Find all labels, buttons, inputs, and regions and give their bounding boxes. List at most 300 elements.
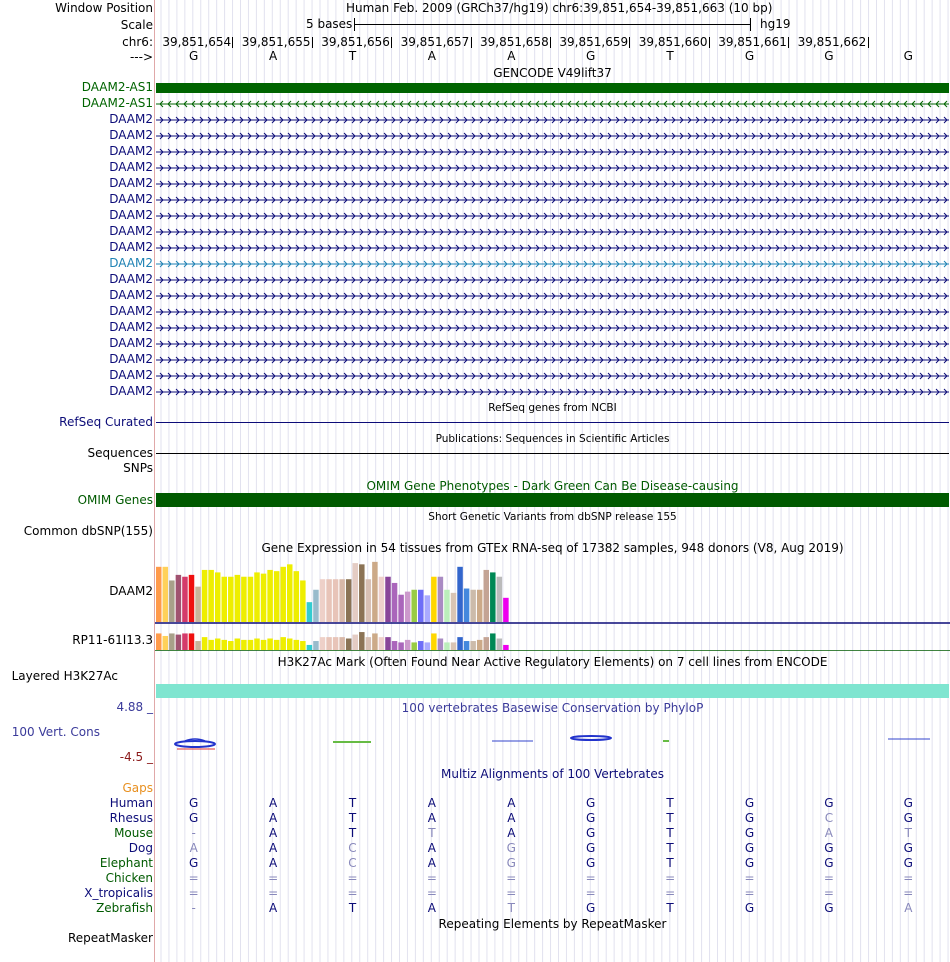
reference-base: G: [824, 49, 834, 63]
gencode-transcript-label[interactable]: DAAM2: [109, 240, 153, 254]
gtex-tissue-bar[interactable]: [313, 590, 319, 622]
gtex-tissue-bar[interactable]: [208, 570, 214, 622]
coordinate-tick: [788, 37, 789, 48]
multiz-aligned-base: A: [507, 811, 516, 825]
scale-bar-right-tick: [750, 18, 751, 31]
gtex-tissue-bar[interactable]: [405, 592, 411, 622]
coordinate-tick: [312, 37, 313, 48]
multiz-aligned-base: =: [188, 871, 199, 885]
multiz-aligned-base: G: [744, 796, 755, 810]
strand-label: --->: [129, 50, 153, 64]
gencode-transcript-feature[interactable]: [156, 321, 949, 335]
gencode-transcript-feature[interactable]: [156, 337, 949, 351]
gtex-tissue-bar[interactable]: [235, 575, 241, 622]
gencode-transcript-label[interactable]: DAAM2: [109, 256, 153, 270]
coordinate-tick-label: 39,851,661: [718, 35, 787, 49]
phylop-min: -4.5 _: [119, 750, 153, 764]
scale-label: Scale: [120, 18, 153, 32]
gencode-transcript-label[interactable]: DAAM2: [109, 192, 153, 206]
gtex-tissue-bar[interactable]: [379, 637, 385, 650]
gtex-tissue-bar[interactable]: [254, 639, 260, 651]
multiz-aligned-base: =: [903, 871, 914, 885]
phylop-signal[interactable]: [155, 730, 950, 754]
coordinate-tick-label: 39,851,656: [321, 35, 390, 49]
multiz-aligned-base: G: [744, 856, 755, 870]
gtex-tissue-bar[interactable]: [431, 577, 437, 622]
multiz-aligned-base: A: [268, 841, 278, 855]
gtex-tissue-bar[interactable]: [228, 641, 234, 650]
gencode-transcript-label[interactable]: DAAM2-AS1: [81, 80, 153, 94]
gtex-tissue-bar[interactable]: [182, 577, 188, 622]
gtex-tissue-bar[interactable]: [497, 577, 503, 622]
gtex-tissue-bar[interactable]: [497, 639, 503, 651]
gencode-transcript-feature[interactable]: [156, 257, 949, 271]
multiz-aligned-base: T: [666, 811, 674, 825]
coordinate-tick: [391, 37, 392, 48]
gtex-tissue-bar[interactable]: [464, 589, 470, 622]
multiz-aligned-base: A: [268, 901, 278, 915]
gencode-transcript-feature[interactable]: [156, 129, 949, 143]
gtex-tissue-bar[interactable]: [392, 583, 398, 622]
multiz-aligned-base: T: [348, 826, 357, 840]
gtex-tissue-bar[interactable]: [490, 572, 496, 622]
gtex-tissue-bar[interactable]: [202, 637, 208, 650]
gtex-tissue-bar[interactable]: [169, 633, 175, 650]
multiz-aligned-base: G: [824, 856, 834, 870]
reference-base: G: [903, 49, 913, 63]
omim-gene-block[interactable]: [156, 493, 949, 507]
gtex-tissue-bar[interactable]: [280, 567, 286, 622]
gtex-tissue-bar[interactable]: [346, 639, 352, 651]
gtex-tissue-bar[interactable]: [398, 595, 404, 622]
multiz-aligned-base: -: [191, 901, 196, 915]
gtex-tissue-bar[interactable]: [444, 590, 450, 622]
gtex-tissue-bar[interactable]: [280, 637, 286, 650]
gtex-tissue-bar[interactable]: [438, 639, 444, 651]
gtex-tissue-bar[interactable]: [169, 580, 175, 622]
multiz-aligned-base: =: [744, 871, 755, 885]
gtex-tissue-bar[interactable]: [333, 579, 339, 622]
window-position-value: Human Feb. 2009 (GRCh37/hg19) chr6:39,851,654-39,851,663 (10 bp): [346, 1, 773, 15]
gtex-tissue-bar[interactable]: [294, 640, 300, 650]
gencode-transcript-label[interactable]: DAAM2: [109, 144, 153, 158]
gencode-track-title: GENCODE V49lift37: [493, 66, 612, 80]
gencode-transcript-feature[interactable]: [156, 177, 949, 191]
gtex-tissue-bar[interactable]: [503, 645, 509, 650]
gtex-tissue-bar[interactable]: [215, 639, 221, 651]
coordinate-tick-label: 39,851,657: [400, 35, 470, 49]
multiz-aligned-base: C: [348, 841, 357, 855]
gtex-tissue-bar[interactable]: [287, 564, 293, 622]
gtex-tissue-bar[interactable]: [438, 577, 444, 622]
multiz-aligned-base: =: [744, 886, 755, 900]
gencode-transcript-feature[interactable]: [156, 161, 949, 175]
gtex-tissue-bar[interactable]: [359, 564, 365, 622]
multiz-aligned-base: =: [347, 871, 358, 885]
gtex-tissue-bar[interactable]: [353, 635, 359, 650]
gaps-label: Gaps: [122, 781, 153, 795]
gencode-transcript-feature[interactable]: [156, 289, 949, 303]
gencode-transcript-label[interactable]: DAAM2: [109, 320, 153, 334]
gtex-tissue-bar[interactable]: [307, 602, 313, 622]
multiz-aligned-base: G: [586, 811, 596, 825]
gtex-track-title: Gene Expression in 54 tissues from GTEx RNA-seq of 17382 samples, 948 donors (V8, Aug 2019): [261, 541, 844, 555]
gtex-tissue-bar[interactable]: [385, 637, 391, 650]
gtex-tissue-bar[interactable]: [300, 641, 306, 650]
coordinate-tick-label: 39,851,660: [638, 35, 708, 49]
multiz-aligned-base: C: [824, 811, 834, 825]
multiz-aligned-base: =: [665, 886, 676, 900]
multiz-aligned-base: T: [507, 901, 515, 915]
omim-label[interactable]: OMIM Genes: [77, 493, 153, 507]
gencode-transcript-label[interactable]: DAAM2: [109, 208, 153, 222]
chrom-label: chr6:: [122, 35, 153, 49]
multiz-aligned-base: =: [188, 886, 199, 900]
gtex-tissue-bar[interactable]: [189, 633, 195, 650]
repeatmasker-label[interactable]: RepeatMasker: [67, 931, 153, 945]
multiz-aligned-base: G: [506, 856, 516, 870]
multiz-aligned-base: G: [586, 856, 596, 870]
gtex-tissue-bar[interactable]: [392, 641, 398, 650]
multiz-aligned-base: A: [427, 856, 436, 870]
gtex-tissue-bar[interactable]: [451, 642, 457, 650]
multiz-aligned-base: G: [586, 796, 596, 810]
gtex-tissue-bar[interactable]: [444, 642, 450, 650]
multiz-aligned-base: A: [507, 796, 516, 810]
coordinate-tick-label: 39,851,658: [480, 35, 549, 49]
gencode-transcript-label[interactable]: DAAM2: [109, 160, 153, 174]
multiz-species-label[interactable]: Human: [109, 796, 153, 810]
multiz-species-label[interactable]: Rhesus: [109, 811, 153, 825]
gtex-tissue-bar[interactable]: [366, 579, 372, 622]
gtex-tissue-bar[interactable]: [353, 563, 359, 622]
reference-base: A: [268, 49, 278, 63]
gtex-tissue-bar[interactable]: [235, 639, 241, 651]
gencode-transcript-feature[interactable]: [156, 113, 949, 127]
gtex-tissue-bar[interactable]: [366, 637, 372, 650]
multiz-aligned-base: A: [904, 901, 913, 915]
multiz-aligned-base: G: [586, 901, 596, 915]
gtex-tissue-bar[interactable]: [274, 571, 280, 622]
multiz-aligned-base: -: [191, 826, 196, 840]
multiz-aligned-base: A: [268, 856, 278, 870]
gtex-tissue-bar[interactable]: [470, 590, 476, 622]
multiz-aligned-base: =: [426, 871, 437, 885]
multiz-aligned-base: =: [268, 871, 279, 885]
gtex-tissue-bar[interactable]: [254, 572, 260, 622]
gtex-tissue-bar[interactable]: [300, 580, 306, 622]
gtex-tissue-bar[interactable]: [372, 562, 378, 622]
scale-bar-left-tick: [354, 18, 355, 31]
phylop-max: 4.88 _: [116, 700, 153, 714]
gencode-transcript-label[interactable]: DAAM2: [109, 224, 153, 238]
gtex-tissue-bar[interactable]: [503, 598, 509, 622]
gencode-transcript-label[interactable]: DAAM2: [109, 304, 153, 318]
multiz-aligned-base: T: [348, 796, 357, 810]
multiz-aligned-base: T: [666, 901, 674, 915]
multiz-aligned-base: G: [824, 841, 834, 855]
gencode-transcript-feature[interactable]: [156, 193, 949, 207]
gtex-tissue-bar[interactable]: [451, 593, 457, 622]
gtex-tissue-bar[interactable]: [228, 577, 234, 622]
gencode-transcript-label[interactable]: DAAM2: [109, 272, 153, 286]
multiz-aligned-base: A: [427, 811, 436, 825]
gtex-tissue-bar[interactable]: [431, 633, 437, 650]
gtex-tissue-bar[interactable]: [248, 577, 254, 622]
window-position-label: Window Position: [55, 1, 153, 15]
gencode-transcript-label[interactable]: DAAM2: [109, 112, 153, 126]
multiz-aligned-base: T: [348, 901, 357, 915]
reference-base: G: [586, 49, 596, 63]
gtex-tissue-bar[interactable]: [241, 640, 247, 650]
multiz-aligned-base: G: [903, 811, 913, 825]
multiz-aligned-base: T: [348, 811, 357, 825]
gencode-transcript-label[interactable]: DAAM2: [109, 176, 153, 190]
multiz-aligned-base: =: [506, 871, 517, 885]
gtex-tissue-bar[interactable]: [457, 637, 463, 650]
multiz-aligned-base: G: [744, 841, 755, 855]
gtex-tissue-bar[interactable]: [176, 635, 182, 650]
multiz-species-label[interactable]: Zebrafish: [96, 901, 153, 915]
gtex-tissue-bar[interactable]: [261, 640, 267, 650]
gtex-tissue-bar[interactable]: [484, 637, 490, 650]
multiz-species-label[interactable]: Chicken: [105, 871, 153, 885]
multiz-aligned-base: G: [903, 856, 913, 870]
multiz-aligned-base: A: [427, 841, 436, 855]
omim-track-title: OMIM Gene Phenotypes - Dark Green Can Be Disease-causing: [366, 479, 739, 493]
coordinate-tick: [232, 37, 233, 48]
gencode-transcript-label[interactable]: DAAM2: [109, 368, 153, 382]
multiz-aligned-base: A: [427, 796, 436, 810]
multiz-aligned-base: G: [903, 796, 913, 810]
gencode-transcript-feature[interactable]: [156, 241, 949, 255]
multiz-species-label[interactable]: Mouse: [114, 826, 153, 840]
gtex-tissue-bar[interactable]: [477, 640, 483, 650]
gtex-tissue-bar[interactable]: [359, 632, 365, 650]
phylop-track-title: 100 vertebrates Basewise Conservation by PhyloP: [401, 701, 704, 715]
gtex-tissue-bar[interactable]: [320, 637, 326, 650]
gtex-tissue-bar[interactable]: [267, 639, 273, 651]
gtex-tissue-bar[interactable]: [313, 641, 319, 650]
multiz-aligned-base: =: [585, 886, 596, 900]
h3k27ac-track-title: H3K27Ac Mark (Often Found Near Active Regulatory Elements) on 7 cell lines from ENCODE: [277, 655, 828, 669]
gtex-tissue-bar[interactable]: [326, 579, 332, 622]
multiz-aligned-base: A: [268, 811, 278, 825]
multiz-aligned-base: C: [348, 856, 357, 870]
gtex-tissue-bar[interactable]: [490, 633, 496, 650]
reference-base: G: [189, 49, 199, 63]
multiz-aligned-base: =: [426, 886, 437, 900]
gtex-tissue-bar[interactable]: [248, 640, 254, 650]
gtex-tissue-bar[interactable]: [267, 570, 273, 622]
repeatmasker-track-title: Repeating Elements by RepeatMasker: [438, 917, 667, 931]
snps-label[interactable]: SNPs: [123, 461, 153, 475]
gencode-transcript-feature[interactable]: [156, 385, 949, 399]
gtex-tissue-bar[interactable]: [241, 577, 247, 622]
gencode-transcript-feature[interactable]: [156, 225, 949, 239]
phylop-label[interactable]: 100 Vert. Cons: [11, 725, 100, 739]
multiz-aligned-base: G: [744, 826, 755, 840]
gtex-tissue-bar[interactable]: [418, 641, 424, 650]
gtex-tissue-bar[interactable]: [333, 637, 339, 650]
multiz-aligned-base: A: [507, 826, 516, 840]
coordinate-tick: [471, 37, 472, 48]
multiz-species-label[interactable]: Dog: [128, 841, 153, 855]
gtex-tissue-bar[interactable]: [411, 590, 417, 622]
gtex-tissue-bar[interactable]: [261, 574, 267, 622]
gencode-transcript-label[interactable]: DAAM2: [109, 384, 153, 398]
dbsnp-track-title: Short Genetic Variants from dbSNP release 155: [428, 511, 677, 523]
multiz-aligned-base: G: [586, 841, 596, 855]
refseq-label[interactable]: RefSeq Curated: [59, 415, 153, 429]
multiz-aligned-base: =: [903, 886, 914, 900]
gtex-tissue-bar[interactable]: [274, 640, 280, 650]
gtex-tissue-bar[interactable]: [346, 579, 352, 622]
scale-bar: [354, 24, 750, 25]
gtex-tissue-bar[interactable]: [189, 575, 195, 622]
gencode-transcript-label[interactable]: DAAM2: [109, 352, 153, 366]
gtex-tissue-bar[interactable]: [425, 642, 431, 650]
gencode-transcript-feature[interactable]: [156, 97, 949, 111]
reference-base: A: [507, 49, 516, 63]
multiz-aligned-base: A: [189, 841, 198, 855]
multiz-aligned-base: G: [189, 856, 199, 870]
gtex-tissue-bar[interactable]: [156, 633, 162, 650]
multiz-aligned-base: G: [744, 901, 755, 915]
gtex-tissue-bar[interactable]: [307, 645, 313, 650]
gtex-tissue-bar[interactable]: [195, 641, 201, 650]
assembly-label: hg19: [760, 17, 791, 31]
gtex-tissue-bar[interactable]: [195, 587, 201, 622]
multiz-species-label[interactable]: Elephant: [99, 856, 153, 870]
gtex-label-rp11[interactable]: RP11-61I13.3: [72, 633, 153, 647]
coordinate-tick-label: 39,851,662: [797, 35, 867, 49]
gtex-tissue-bar[interactable]: [326, 637, 332, 650]
gtex-label-daam2[interactable]: DAAM2: [109, 584, 153, 598]
gencode-transcript-feature[interactable]: [156, 305, 949, 319]
gtex-tissue-bar[interactable]: [477, 590, 483, 622]
gtex-tissue-bar[interactable]: [405, 640, 411, 650]
multiz-aligned-base: T: [666, 826, 674, 840]
multiz-aligned-base: G: [903, 841, 913, 855]
coordinate-tick: [709, 37, 710, 48]
gtex-tissue-bar[interactable]: [156, 567, 162, 622]
gtex-tissue-bar[interactable]: [425, 595, 431, 622]
gtex-tissue-bar[interactable]: [176, 575, 182, 622]
coordinate-tick-label: 39,851,655: [241, 35, 311, 49]
multiz-aligned-base: A: [427, 901, 436, 915]
refseq-track-title: RefSeq genes from NCBI: [488, 402, 617, 414]
gtex-tissue-bar[interactable]: [398, 642, 404, 650]
multiz-aligned-base: G: [586, 826, 596, 840]
multiz-aligned-base: G: [189, 811, 199, 825]
gtex-tissue-bar[interactable]: [222, 577, 228, 622]
coordinate-tick: [629, 37, 630, 48]
reference-base: T: [348, 49, 357, 63]
multiz-aligned-base: =: [823, 871, 834, 885]
h3k27ac-label[interactable]: Layered H3K27Ac: [11, 669, 118, 683]
publications-line[interactable]: [156, 453, 949, 454]
gencode-transcript-label[interactable]: DAAM2: [109, 336, 153, 350]
gtex-tissue-bar[interactable]: [464, 641, 470, 650]
multiz-aligned-base: =: [268, 886, 279, 900]
multiz-aligned-base: =: [665, 871, 676, 885]
gtex-tissue-bar[interactable]: [294, 571, 300, 622]
multiz-aligned-base: T: [666, 841, 674, 855]
gencode-transcript-label[interactable]: DAAM2: [109, 288, 153, 302]
multiz-aligned-base: G: [824, 796, 834, 810]
refseq-gene-line[interactable]: [156, 422, 949, 423]
gtex-tissue-bar[interactable]: [470, 641, 476, 650]
multiz-track-title: Multiz Alignments of 100 Vertebrates: [440, 767, 665, 781]
gtex-tissue-bar[interactable]: [339, 637, 345, 650]
multiz-aligned-base: G: [189, 796, 199, 810]
multiz-aligned-base: G: [744, 811, 755, 825]
coordinate-tick-label: 39,851,654: [162, 35, 232, 49]
gtex-tissue-bar[interactable]: [320, 579, 326, 622]
gtex-tissue-bar[interactable]: [222, 640, 228, 650]
gencode-transcript-label[interactable]: DAAM2-AS1: [81, 96, 153, 110]
gencode-transcript-feature[interactable]: [156, 353, 949, 367]
dbsnp-label[interactable]: Common dbSNP(155): [23, 524, 153, 538]
gtex-tissue-bar[interactable]: [287, 639, 293, 651]
multiz-aligned-base: =: [506, 886, 517, 900]
multiz-aligned-base: T: [904, 826, 912, 840]
multiz-aligned-base: =: [347, 886, 358, 900]
gtex-tissue-bar[interactable]: [163, 636, 169, 650]
gtex-tissue-bar[interactable]: [484, 570, 490, 622]
coordinate-tick: [868, 37, 869, 48]
gtex-tissue-bar[interactable]: [202, 570, 208, 622]
publications-track-title: Publications: Sequences in Scientific Articles: [435, 433, 670, 445]
multiz-aligned-base: G: [824, 901, 834, 915]
multiz-aligned-base: T: [666, 856, 674, 870]
gtex-tissue-bar[interactable]: [182, 633, 188, 650]
multiz-aligned-base: A: [824, 826, 833, 840]
gencode-transcript-feature[interactable]: [156, 209, 949, 223]
coordinate-tick-label: 39,851,659: [559, 35, 629, 49]
gtex-tissue-bar[interactable]: [372, 633, 378, 650]
gencode-transcript-feature[interactable]: [156, 273, 949, 287]
gtex-tissue-bar[interactable]: [418, 590, 424, 622]
gtex-tissue-bar[interactable]: [339, 579, 345, 622]
gtex-tissue-bar[interactable]: [215, 572, 221, 622]
gtex-tissue-bar[interactable]: [411, 642, 417, 650]
h3k27ac-signal[interactable]: [156, 684, 949, 698]
gtex-tissue-bar[interactable]: [163, 567, 169, 622]
gtex-tissue-bar[interactable]: [379, 577, 385, 622]
coordinate-tick: [550, 37, 551, 48]
gencode-transcript-feature[interactable]: [156, 81, 949, 95]
reference-base: T: [666, 49, 674, 63]
publications-label[interactable]: Sequences: [87, 446, 153, 460]
multiz-aligned-base: A: [268, 826, 278, 840]
gtex-tissue-bar[interactable]: [208, 640, 214, 650]
multiz-species-label[interactable]: X_tropicalis: [84, 886, 153, 900]
multiz-aligned-base: T: [428, 826, 436, 840]
multiz-aligned-base: =: [585, 871, 596, 885]
gencode-transcript-feature[interactable]: [156, 145, 949, 159]
gtex-tissue-bar[interactable]: [385, 577, 391, 622]
multiz-aligned-base: G: [506, 841, 516, 855]
gencode-transcript-label[interactable]: DAAM2: [109, 128, 153, 142]
multiz-aligned-base: A: [268, 796, 278, 810]
scale-bar-text: 5 bases: [306, 17, 353, 31]
gtex-tissue-bar[interactable]: [457, 567, 463, 622]
multiz-aligned-base: T: [666, 796, 674, 810]
gtex-bar-chart[interactable]: [155, 555, 950, 651]
gencode-transcript-feature[interactable]: [156, 369, 949, 383]
